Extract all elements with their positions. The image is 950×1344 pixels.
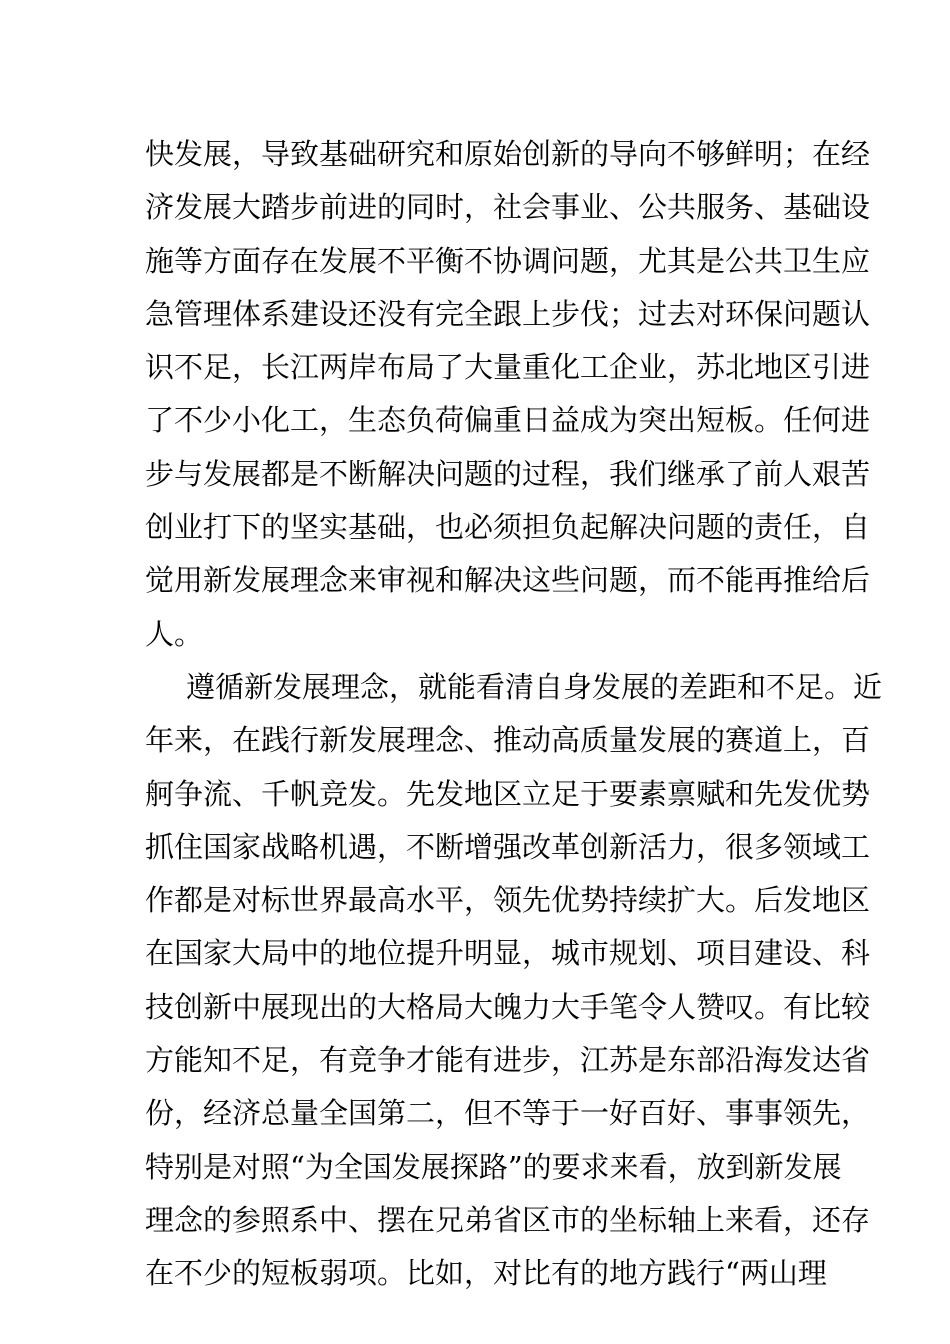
body-text xyxy=(145,128,883,1301)
paragraph-2-line-7: 技创新中展现出的大格局大魄力大手笔令人赞叹。有比较 xyxy=(145,989,871,1024)
paragraph-2-line-10: 特别是对照“为全国发展探路”的要求来看，放到新发展 xyxy=(145,1149,842,1184)
paragraph-2-line-8: 方能知不足，有竞争才能有进步，江苏是东部沿海发达省 xyxy=(145,1043,871,1078)
paragraph-2-line-9: 份，经济总量全国第二，但不等于一好百好、事事领先， xyxy=(145,1096,871,1131)
paragraph-1-line-10: 人。 xyxy=(145,616,204,651)
paragraph-1-line-9: 觉用新发展理念来审视和解决这些问题，而不能再推给后 xyxy=(145,563,871,598)
paragraph-1-line-1: 快发展，导致基础研究和原始创新的导向不够鲜明；在经 xyxy=(145,137,871,171)
paragraph-1-line-7: 步与发展都是不断解决问题的过程，我们继承了前人艰苦 xyxy=(145,456,871,491)
paragraph-2-line-12: 在不少的短板弱项。比如，对比有的地方践行“两山理 xyxy=(145,1256,827,1291)
paragraph-2-line-6: 在国家大局中的地位提升明显，城市规划、项目建设、科 xyxy=(145,936,871,971)
paragraph-1-line-8: 创业打下的坚实基础，也必须担负起解决问题的责任，自 xyxy=(145,510,871,545)
paragraph-1-line-6: 了不少小化工，生态负荷偏重日益成为突出短板。任何进 xyxy=(145,403,871,438)
paragraph-1-line-4: 急管理体系建设还没有完全跟上步伐；过去对环保问题认 xyxy=(145,296,871,331)
paragraph-1-line-2: 济发展大踏步前进的同时，社会事业、公共服务、基础设 xyxy=(145,190,871,225)
paragraph-2-line-11: 理念的参照系中、摆在兄弟省区市的坐标轴上来看，还存 xyxy=(145,1202,871,1237)
paragraph-2-line-4: 抓住国家战略机遇，不断增强改革创新活力，很多领域工 xyxy=(145,829,871,864)
paragraph-2-line-5: 作都是对标世界最高水平，领先优势持续扩大。后发地区 xyxy=(145,883,871,918)
paragraph-2-line-1: 遵循新发展理念，就能看清自身发展的差距和不足。近 xyxy=(186,669,883,704)
paragraph-1-line-5: 识不足，长江两岸布局了大量重化工企业，苏北地区引进 xyxy=(145,350,871,385)
paragraph-2-line-2: 年来，在践行新发展理念、推动高质量发展的赛道上，百 xyxy=(145,723,871,758)
paragraph-2-line-3: 舸争流、千帆竞发。先发地区立足于要素禀赋和先发优势 xyxy=(145,776,871,811)
paragraph-1-line-3: 施等方面存在发展不平衡不协调问题，尤其是公共卫生应 xyxy=(145,243,871,278)
